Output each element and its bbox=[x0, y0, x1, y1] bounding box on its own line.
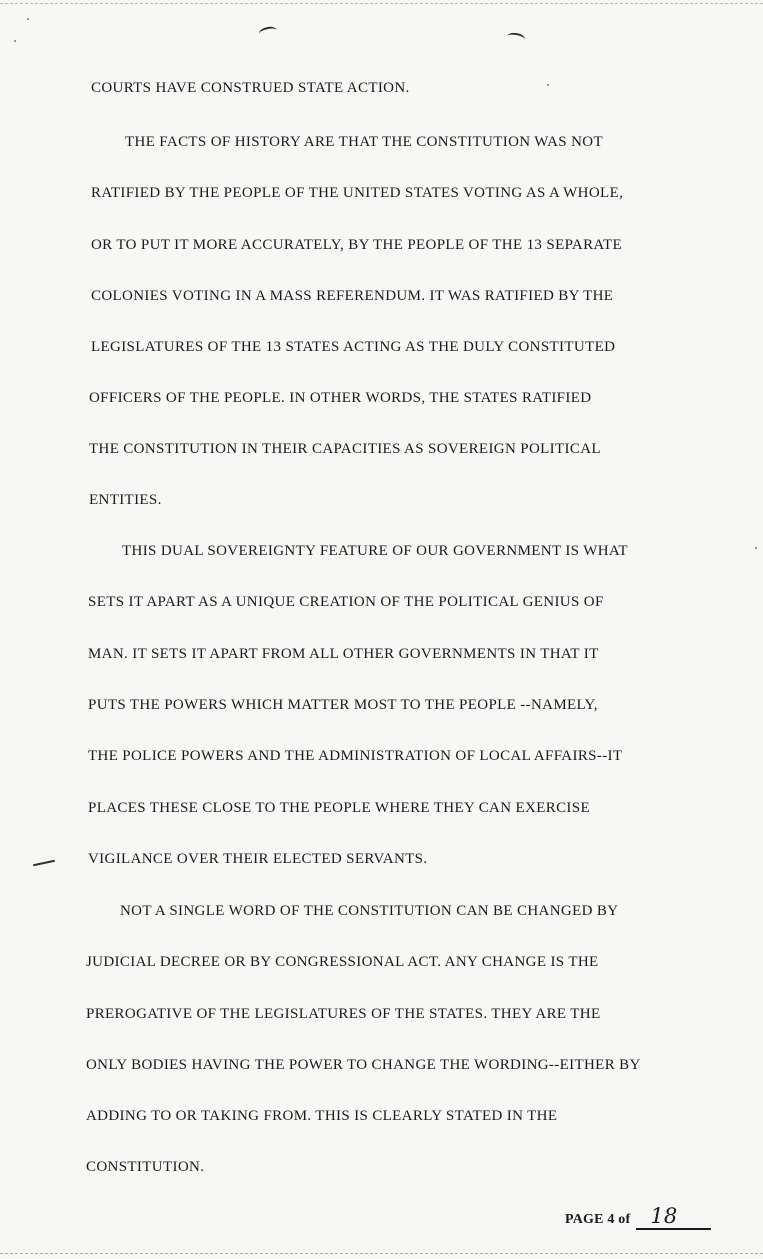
text-line-1: COURTS HAVE CONSTRUED STATE ACTION. bbox=[91, 80, 410, 96]
text-line-15: PLACES THESE CLOSE TO THE PEOPLE WHERE THEY CAN EXERCISE bbox=[88, 800, 590, 816]
text-line-19: PREROGATIVE OF THE LEGISLATURES OF THE STATES. THEY ARE THE bbox=[86, 1006, 601, 1022]
text-line-20: ONLY BODIES HAVING THE POWER TO CHANGE THE WORDING--EITHER BY bbox=[86, 1057, 641, 1073]
text-line-16: VIGILANCE OVER THEIR ELECTED SERVANTS. bbox=[88, 851, 428, 867]
scan-speck bbox=[27, 18, 29, 20]
scan-speck bbox=[14, 40, 16, 42]
text-line-10: THIS DUAL SOVEREIGNTY FEATURE OF OUR GOVERNMENT IS WHAT bbox=[122, 543, 628, 559]
text-line-22: CONSTITUTION. bbox=[86, 1159, 205, 1175]
page-total-underline bbox=[636, 1204, 711, 1230]
text-line-2: THE FACTS OF HISTORY ARE THAT THE CONSTITUTION WAS NOT bbox=[125, 134, 603, 150]
text-line-18: JUDICIAL DECREE OR BY CONGRESSIONAL ACT. ANY CHANGE IS THE bbox=[86, 954, 599, 970]
scan-speck bbox=[547, 84, 549, 86]
top-scan-edge bbox=[0, 3, 763, 4]
text-line-21: ADDING TO OR TAKING FROM. THIS IS CLEARLY STATED IN THE bbox=[86, 1108, 558, 1124]
page-number-label: PAGE 4 of bbox=[565, 1212, 631, 1227]
text-line-9: ENTITIES. bbox=[89, 492, 162, 508]
text-line-11: SETS IT APART AS A UNIQUE CREATION OF THE POLITICAL GENIUS OF bbox=[88, 594, 604, 610]
text-line-4: OR TO PUT IT MORE ACCURATELY, BY THE PEOPLE OF THE 13 SEPARATE bbox=[91, 237, 622, 253]
page-total-handwritten: 18 bbox=[650, 1204, 678, 1228]
text-line-3: RATIFIED BY THE PEOPLE OF THE UNITED STATES VOTING AS A WHOLE, bbox=[91, 185, 624, 201]
top-right-hole-mark bbox=[506, 32, 525, 45]
top-left-hole-mark bbox=[258, 25, 278, 39]
text-line-6: LEGISLATURES OF THE 13 STATES ACTING AS THE DULY CONSTITUTED bbox=[91, 339, 616, 355]
text-line-5: COLONIES VOTING IN A MASS REFERENDUM. IT WAS RATIFIED BY THE bbox=[91, 288, 614, 304]
bottom-scan-edge bbox=[0, 1253, 763, 1254]
text-line-12: MAN. IT SETS IT APART FROM ALL OTHER GOVERNMENTS IN THAT IT bbox=[88, 646, 599, 662]
text-line-17: NOT A SINGLE WORD OF THE CONSTITUTION CAN BE CHANGED BY bbox=[120, 903, 619, 919]
text-line-8: THE CONSTITUTION IN THEIR CAPACITIES AS SOVEREIGN POLITICAL bbox=[89, 441, 601, 457]
text-line-7: OFFICERS OF THE PEOPLE. IN OTHER WORDS, THE STATES RATIFIED bbox=[89, 390, 592, 406]
text-line-14: THE POLICE POWERS AND THE ADMINISTRATION OF LOCAL AFFAIRS--IT bbox=[88, 748, 623, 764]
text-line-13: PUTS THE POWERS WHICH MATTER MOST TO THE PEOPLE --NAMELY, bbox=[88, 697, 598, 713]
margin-tick-mark bbox=[33, 860, 55, 867]
page-number bbox=[565, 1204, 711, 1230]
scan-speck bbox=[755, 547, 757, 549]
